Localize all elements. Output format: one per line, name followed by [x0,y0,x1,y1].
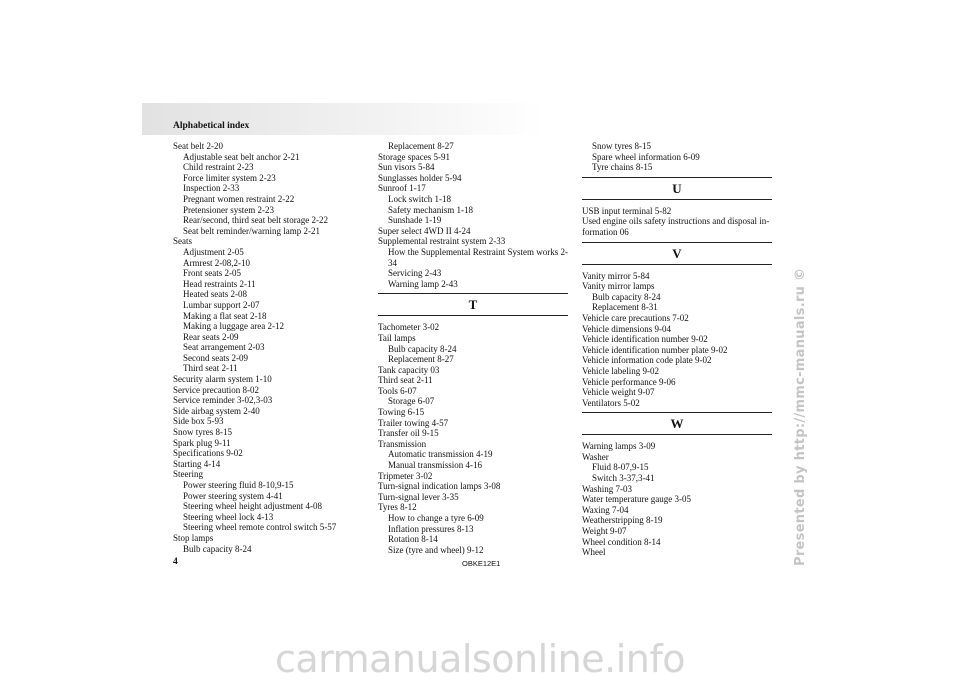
index-entry: Super select 4WD II 4-24 [378,225,471,236]
index-subentry: Child restraint 2-23 [183,162,254,173]
index-entry: Wheel [582,547,606,558]
index-subentry: Replacement 8-31 [592,302,658,313]
index-subentry: Making a flat seat 2-18 [183,310,267,321]
index-entry: Weatherstripping 8-19 [582,515,663,526]
index-entry: Tank capacity 03 [378,364,440,375]
index-subentry: Fluid 8-07,9-15 [592,462,649,473]
index-subentry: Automatic transmission 4-19 [388,449,493,460]
index-subentry: Safety mechanism 1-18 [388,204,473,215]
index-entry: Tripmeter 3-02 [378,470,433,481]
index-subentry: Lock switch 1-18 [388,193,451,204]
index-entry: Seat belt 2-20 [173,141,223,151]
index-subentry: Rear/second, third seat belt storage 2-22 [183,215,328,226]
index-subentry: Inflation pressures 8-13 [388,523,474,534]
page-number: 4 [173,557,178,567]
index-subentry: Seat belt reminder/warning lamp 2-21 [183,225,320,236]
entry-list [582,271,772,409]
entry-list [378,141,568,289]
index-entry: Vehicle information code plate 9-02 [582,355,712,366]
index-entry: Washing 7-03 [582,483,633,494]
index-column-2 [378,141,568,555]
index-subentry: How the Supplemental Restraint System works 2-34 [388,246,568,268]
entry-list [173,141,363,554]
index-subentry: Size (tyre and wheel) 9-12 [388,544,484,555]
index-subentry: Bulb capacity 8-24 [592,291,661,302]
index-subentry: Armrest 2-08,2-10 [183,257,250,268]
index-entry: Sunglasses holder 5-94 [378,172,462,183]
index-entry: Tools 6-07 [378,385,417,396]
index-entry: Security alarm system 1-10 [173,374,272,385]
index-entry: Vanity mirror lamps [582,281,655,292]
index-entry: Used engine oils safety instructions and disposal in-formation 06 [582,216,770,237]
index-entry: Service reminder 3-02,3-03 [173,395,273,406]
index-entry: Water temperature gauge 3-05 [582,494,691,505]
index-subentry: Snow tyres 8-15 [592,141,651,151]
index-entry: Towing 6-15 [378,407,425,418]
index-subentry: Tyre chains 8-15 [592,162,653,173]
index-entry: Spark plug 9-11 [173,437,231,448]
index-subentry: Seat arrangement 2-03 [183,342,265,353]
index-column-3 [582,141,772,558]
index-subentry: Steering wheel height adjustment 4-08 [183,501,322,512]
index-entry: Vehicle performance 9-06 [582,376,676,387]
index-subentry: Force limiter system 2-23 [183,172,276,183]
entry-list [582,441,772,558]
index-subentry: Steering wheel lock 4-13 [183,511,274,522]
index-subentry: Pretensioner system 2-23 [183,204,274,215]
index-entry: Weight 9-07 [582,526,627,537]
index-subentry: Sunshade 1-19 [388,215,442,226]
index-subentry: Power steering fluid 8-10,9-15 [183,480,294,490]
index-subentry: Second seats 2-09 [183,352,248,363]
index-subentry: Replacement 8-27 [388,141,454,151]
index-subentry: Warning lamp 2-43 [388,278,458,289]
index-entry: Side airbag system 2-40 [173,405,260,416]
index-entry: Tyres 8-12 [378,502,417,513]
section-letter-t: T [378,293,568,316]
index-subentry: How to change a tyre 6-09 [388,513,484,523]
index-subentry: Rear seats 2-09 [183,331,239,342]
index-entry: Tachometer 3-02 [378,322,440,333]
index-entry: Turn-signal indication lamps 3-08 [378,481,501,492]
index-subentry: Making a luggage area 2-12 [183,321,284,332]
index-entry: Stop lamps [173,532,214,543]
index-entry: Vanity mirror 5-84 [582,270,650,281]
index-subentry: Third seat 2-11 [183,363,238,374]
bottom-watermark: carmanualsonline.info [274,637,685,681]
index-entry: Supplemental restraint system 2-33 [378,236,506,247]
index-entry: Service precaution 8-02 [173,384,259,395]
index-subentry: Head restraints 2-11 [183,278,256,289]
index-entry: Vehicle weight 9-07 [582,387,655,398]
index-entry: Vehicle identification number 9-02 [582,334,708,345]
index-subentry: Switch 3-37,3-41 [592,473,655,484]
index-entry: Transfer oil 9-15 [378,428,439,439]
index-entry: Sun visors 5-84 [378,162,435,173]
index-subentry: Pregnant women restraint 2-22 [183,193,295,204]
index-subentry: Heated seats 2-08 [183,289,247,300]
index-entry: Trailer towing 4-57 [378,417,449,428]
section-letter-v: V [582,242,772,265]
index-entry: Washer [582,451,609,462]
index-entry: Waxing 7-04 [582,504,629,515]
index-subentry: Adjustable seat belt anchor 2-21 [183,151,300,162]
index-subentry: Inspection 2-33 [183,183,240,194]
index-entry: Seats [173,236,192,247]
index-entry: Vehicle identification number plate 9-02 [582,344,728,355]
page-title: Alphabetical index [173,121,250,131]
index-subentry: Rotation 8-14 [388,534,438,545]
index-entry: Storage spaces 5-91 [378,151,450,162]
index-subentry: Servicing 2-43 [388,268,442,279]
index-entry: Transmission [378,438,427,449]
index-subentry: Adjustment 2-05 [183,246,244,257]
entry-list [582,206,772,238]
index-subentry: Steering wheel remote control switch 5-57 [183,522,337,533]
index-entry: Turn-signal lever 3-35 [378,491,459,502]
section-letter-u: U [582,177,772,200]
side-watermark: Presented by http://mmc-manuals.ru © [793,267,808,566]
entry-list [378,322,568,555]
index-entry: Vehicle labeling 9-02 [582,365,659,376]
index-entry: Warning lamps 3-09 [582,441,656,452]
index-entry: Ventilators 5-02 [582,397,640,408]
index-subentry: Spare wheel information 6-09 [592,151,700,162]
index-entry: Sunroof 1-17 [378,183,426,194]
index-subentry: Storage 6-07 [388,396,435,407]
index-column-1 [173,141,363,554]
index-entry: Steering [173,469,203,480]
index-entry: Snow tyres 8-15 [173,427,232,438]
index-entry: Vehicle dimensions 9-04 [582,323,671,334]
index-entry: Side box 5-93 [173,416,224,427]
section-letter-w: W [582,412,772,435]
index-subentry: Power steering system 4-41 [183,490,283,501]
index-subentry: Bulb capacity 8-24 [388,343,457,354]
index-entry: Tail lamps [378,332,416,343]
index-subentry: Bulb capacity 8-24 [183,543,252,554]
index-subentry: Manual transmission 4-16 [388,460,482,471]
index-entry: Wheel condition 8-14 [582,536,661,547]
entry-list [582,141,772,173]
document-code: OBKE12E1 [462,559,501,568]
index-entry: USB input terminal 5-82 [582,205,672,216]
index-entry: Starting 4-14 [173,458,221,469]
index-subentry: Lumbar support 2-07 [183,299,260,310]
index-subentry: Replacement 8-27 [388,354,454,365]
index-entry: Vehicle care precautions 7-02 [582,312,689,323]
index-subentry: Front seats 2-05 [183,268,241,279]
index-entry: Third seat 2-11 [378,375,433,386]
index-entry: Specifications 9-02 [173,448,243,459]
